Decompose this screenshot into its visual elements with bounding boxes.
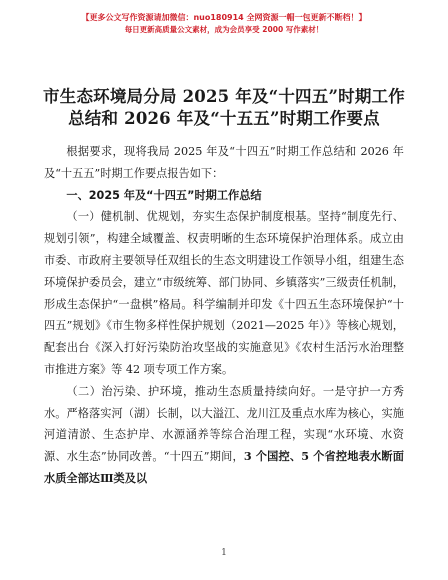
section-heading: 一、2025 年及“十四五”时期工作总结 (66, 188, 262, 202)
document-title: 市生态环境局分局 2025 年及“十四五”时期工作总结和 2026 年及“十五五”时期工作要点 (43, 87, 405, 128)
document-body (44, 141, 404, 490)
promo-banner-line2: 每日更新高质量公文素材，成为会员享受 2000 写作素材！ (124, 25, 324, 34)
body-paragraph-1: （一）健机制、优规划，夯实生态保护制度根基。坚持“制度先行、规划引领”，构建全域覆盖、权责明晰的生态环境保护治理体系。成立由市委、市政府主要领导任双组长的生态文明建设工作领导小组，组建生态环境保护委员会，建立“市级统筹、部门协同、乡镇落实”三级责任机制，形成生态保护“一盘棋”格局。科学编制并印发《十四五生态环境保护“十四五”规划》《市生物多样性保护规划（2021—2025 年）》等核心规划，配套出台《深入打好污染防治攻坚战的实施意见》《农村生活污水治理整市推进方案》等 42 项专项工作方案。 (44, 210, 404, 376)
intro-paragraph: 根据要求，现将我局 2025 年及“十四五”时期工作总结和 2026 年及“十五五”时期工作要点报告如下： (44, 145, 404, 180)
paragraph-2-text: （二）治污染、护环境，推动生态质量持续向好。一是守护一方秀水。严格落实河（湖）长制，以大溢江、龙川江及重点水库为核心，实施河道清淤、生态护岸、水源涵养等综合治理工程，实现“水环境、水资源、水生态”协同改善。“十四五”期间， (44, 384, 404, 464)
promo-banner (0, 12, 448, 36)
promo-banner-line1: 【更多公文写作资源请加微信：nuo180914 全网资源一帽一包更新不断档！】 (81, 13, 367, 22)
paragraph-2-bold-text: 3 个国控、5 个省控地表水断面水质全部达Ⅲ类及以 (44, 449, 404, 485)
body-paragraph-2 (44, 381, 404, 490)
page-number: 1 (221, 548, 227, 558)
